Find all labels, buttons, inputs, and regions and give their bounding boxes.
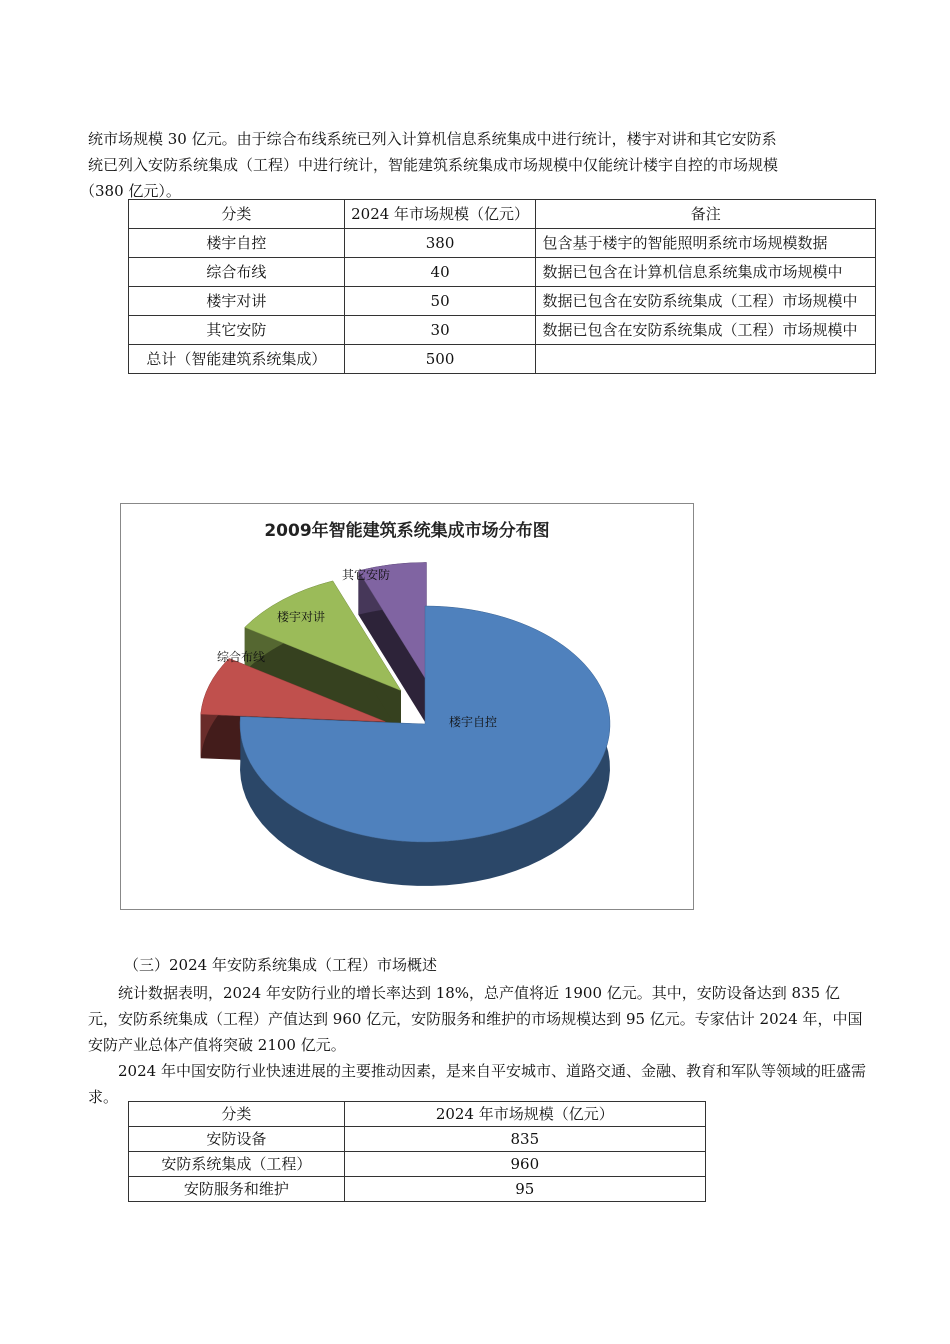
table-row [129, 258, 876, 287]
table-cell: 50 [344, 287, 536, 316]
table-row [129, 1152, 706, 1177]
table-header-cell: 分类 [129, 1102, 345, 1127]
table-cell: 40 [344, 258, 536, 287]
table-row [129, 345, 876, 374]
table-cell: 数据已包含在安防系统集成（工程）市场规模中 [536, 316, 876, 345]
market-table-2 [128, 1101, 706, 1202]
table-cell: 安防系统集成（工程） [129, 1152, 345, 1177]
table-header-cell: 2024 年市场规模（亿元） [344, 1102, 705, 1127]
table-cell: 500 [344, 345, 536, 374]
intro-line-1: 统市场规模 30 亿元。由于综合布线系统已列入计算机信息系统集成中进行统计，楼宇对讲和其它安防系 [88, 130, 777, 148]
table-cell: 30 [344, 316, 536, 345]
intro-line-3: （380 亿元）。 [80, 182, 181, 200]
pie-chart-canvas [121, 504, 693, 909]
table-header-cell: 备注 [536, 200, 876, 229]
table-cell: 95 [344, 1177, 705, 1202]
table-row [129, 1177, 706, 1202]
table-cell: 总计（智能建筑系统集成） [129, 345, 345, 374]
pie-slice-label-1: 综合布线 [216, 650, 266, 664]
table-cell: 安防设备 [129, 1127, 345, 1152]
table-cell: 包含基于楼宇的智能照明系统市场规模数据 [536, 229, 876, 258]
table-cell: 其它安防 [129, 316, 345, 345]
pie-slice-label-2: 楼宇对讲 [276, 610, 326, 624]
pie-chart [120, 503, 694, 910]
intro-paragraph [80, 126, 868, 204]
table-header-cell: 2024 年市场规模（亿元） [344, 200, 536, 229]
table-header-row [129, 200, 876, 229]
table-row [129, 316, 876, 345]
section-paragraph-1: 统计数据表明，2024 年安防行业的增长率达到 18%，总产值将近 1900 亿元。其中，安防设备达到 835 亿元，安防系统集成（工程）产值达到 960 亿元，安防服务和维护的市场规模达到 95 亿元。专家估计 2024 年，中国安防产业总体产值将突破 2100 亿元。 [88, 984, 863, 1054]
table-cell: 960 [344, 1152, 705, 1177]
table-row [129, 229, 876, 258]
market-table-1 [128, 199, 876, 374]
table-row [129, 287, 876, 316]
table-cell: 380 [344, 229, 536, 258]
table-cell [536, 345, 876, 374]
table-cell: 楼宇对讲 [129, 287, 345, 316]
table-cell: 安防服务和维护 [129, 1177, 345, 1202]
table-cell: 楼宇自控 [129, 229, 345, 258]
table-row [129, 1127, 706, 1152]
table-cell: 数据已包含在计算机信息系统集成市场规模中 [536, 258, 876, 287]
chart-title: 2009年智能建筑系统集成市场分布图 [264, 521, 550, 541]
table-header-row [129, 1102, 706, 1127]
section-heading: （三）2024 年安防系统集成（工程）市场概述 [124, 956, 437, 974]
intro-line-2: 统已列入安防系统集成（工程）中进行统计，智能建筑系统集成市场规模中仅能统计楼宇自控的市场规模 [88, 156, 779, 174]
table-cell: 综合布线 [129, 258, 345, 287]
pie-slice-label-3: 其它安防 [341, 568, 391, 582]
table-cell: 835 [344, 1127, 705, 1152]
table-header-cell: 分类 [129, 200, 345, 229]
section-paragraph-2: 2024 年中国安防行业快速进展的主要推动因素，是来自平安城市、道路交通、金融、教育和军队等领域的旺盛需求。 [88, 1062, 866, 1106]
pie-slice-label-0: 楼宇自控 [448, 715, 498, 729]
table-cell: 数据已包含在安防系统集成（工程）市场规模中 [536, 287, 876, 316]
